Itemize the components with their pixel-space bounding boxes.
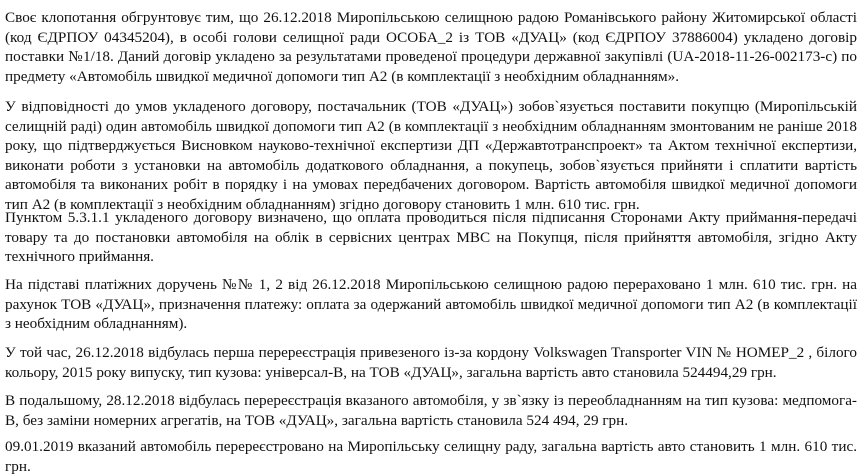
paragraph-payment-clause: Пунктом 5.3.1.1 укладеного договору визначено, що оплата проводиться після підписання Сторонами Акту приймання-передачі товару та до постановки автомобіля на облік в сервісних центрах МВС на Покупця, після прийняття автомобіля, згідно Акту технічного приймання. xyxy=(5,209,857,265)
paragraph-payment-orders: На підставі платіжних доручень №№ 1, 2 від 26.12.2018 Миропільською селищною радою перераховано 1 млн. 610 тис. грн. на рахунок ТОВ «ДУАЦ», призначення платежу: оплата за одержаний автомобіль швидкої медичної допомоги тип А2 (в комплектації з необхідним обладнанням). xyxy=(5,276,857,332)
paragraph-re-registration: В подальшому, 28.12.2018 відбулась перереєстрація вказаного автомобіля, у зв`язку із переобладнанням на тип кузова: медпомога-В, без заміни номерних агрегатів, на ТОВ «ДУАЦ», загальна вартість становила 524 494, 29 грн. xyxy=(5,392,857,429)
paragraph-contract-terms: У відповідності до умов укладеного договору, постачальник (ТОВ «ДУАЦ») зобов`язується поставити покупцю (Миропільській селищній раді) один автомобіль швидкої допомоги тип А2 (в комплектації з необхідним обладнанням змонтованим не раніше 2018 року, що підтверджується Висновком науково-технічної експертизи ДП «Державтотранспроект» та Актом технічної експертизи, виконати роботи з установки на автомобіль додаткового обладнання, а покупець, зобов`язується прийняти і сплатити вартість автомобіля та виконаних робіт в порядку і на умовах передбачених договором. Вартість автомобіля швидкої медичної допомоги тип А2 (в комплектації з необхідним обладнанням) згідно договору становить 1 млн. 610 тис. грн. xyxy=(5,98,857,213)
paragraph-first-registration: У той час, 26.12.2018 відбулась перша перереєстрація привезеного із-за кордону Volkswagen Transporter VIN № НОМЕР_2 , білого кольору, 2015 року випуску, тип кузова: універсал-В, на ТОВ «ДУАЦ», загальна вартість авто становила 524494,29 грн. xyxy=(5,344,857,381)
paragraph-final-registration: 09.01.2019 вказаний автомобіль перереєстровано на Миропільську селищну раду, загальна вартість авто становить 1 млн. 610 тис. грн. xyxy=(5,438,857,475)
paragraph-contract-basis: Своє клопотання обгрунтовує тим, що 26.12.2018 Миропільською селищною радою Романівського району Житомирської області (код ЄДРПОУ 04345204), в особі голови селищної ради ОСОБА_2 із ТОВ «ДУАЦ» (код ЄДРПОУ 37886004) укладено договір поставки №1/18. Даний договір укладено за результатами проведеної процедури державної закупівлі (UA-2018-11-26-002173-с) по предмету «Автомобіль швидкої медичної допомоги тип А2 (в комплектації з необхідним обладнанням». xyxy=(5,9,857,85)
